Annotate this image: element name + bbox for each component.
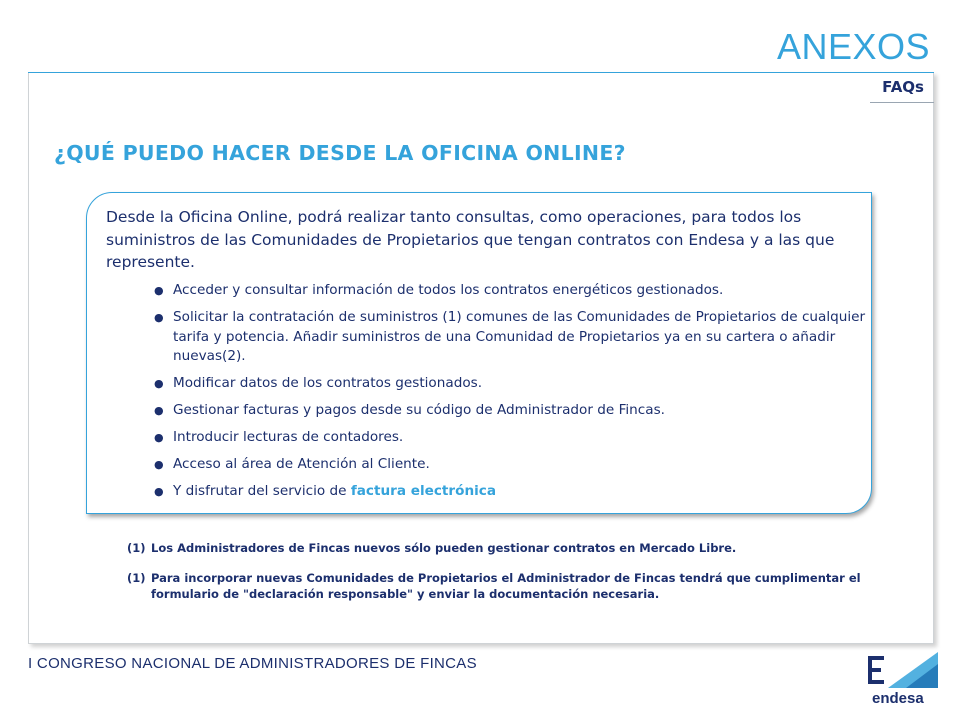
- footnote-number: (1): [127, 541, 146, 555]
- list-item: [152, 455, 872, 475]
- page-title: ANEXOS: [776, 26, 930, 67]
- list-item-text: Acceso al área de Atención al Cliente.: [173, 456, 430, 472]
- footnote: [127, 570, 887, 602]
- bullet-icon: ●: [154, 458, 164, 471]
- info-intro: Desde la Oficina Online, podrá realizar tanto consultas, como operaciones, para todos los suministros de las Comunidades de Propietarios que tengan contratos con Endesa y a las que represente.: [106, 208, 835, 271]
- footnote-text: Los Administradores de Fincas nuevos sólo pueden gestionar contratos en Mercado Libre.: [151, 541, 737, 555]
- bullet-icon: ●: [154, 377, 164, 390]
- list-item-text: Introducir lecturas de contadores.: [173, 429, 404, 445]
- bullet-icon: ●: [154, 284, 164, 297]
- list-item: [152, 374, 872, 394]
- list-item: [152, 281, 872, 301]
- list-item: [152, 308, 872, 367]
- section-label: FAQs: [882, 78, 924, 96]
- logo-wordmark: endesa: [872, 690, 924, 707]
- e-invoice-link[interactable]: factura electrónica: [350, 483, 497, 499]
- footnotes: [127, 540, 887, 616]
- top-divider: [28, 72, 934, 73]
- list-item-text: Modificar datos de los contratos gestionados.: [173, 375, 483, 391]
- bullet-icon: ●: [154, 311, 164, 324]
- list-item: [152, 482, 872, 502]
- list-item: [152, 428, 872, 448]
- list-item-text: Y disfrutar del servicio de: [173, 483, 347, 499]
- footnote: [127, 540, 887, 556]
- bullet-icon: ●: [154, 485, 164, 498]
- list-item-text: Acceder y consultar información de todos los contratos energéticos gestionados.: [173, 282, 724, 298]
- footer-text: I CONGRESO NACIONAL DE ADMINISTRADORES DE FINCAS: [28, 655, 477, 672]
- feature-list: [152, 281, 872, 509]
- bullet-icon: ●: [154, 431, 164, 444]
- list-item-text: Solicitar la contratación de suministros (1) comunes de las Comunidades de Propietarios de cualquier tarifa y potencia. Añadir suministros de una Comunidad de Propietarios ya en su cartera o añadir nuevas(2).: [173, 309, 866, 364]
- list-item: [152, 401, 872, 421]
- footnote-text: Para incorporar nuevas Comunidades de Propietarios el Administrador de Fincas tendrá que cumplimentar el formulario de "declaración responsable" y enviar la documentación necesaria.: [151, 571, 861, 601]
- footnote-number: (1): [127, 571, 146, 585]
- question-heading: ¿QUÉ PUEDO HACER DESDE LA OFICINA ONLINE?: [54, 141, 626, 165]
- list-item-text: Gestionar facturas y pagos desde su código de Administrador de Fincas.: [173, 402, 666, 418]
- section-divider: [870, 102, 934, 103]
- bullet-icon: ●: [154, 404, 164, 417]
